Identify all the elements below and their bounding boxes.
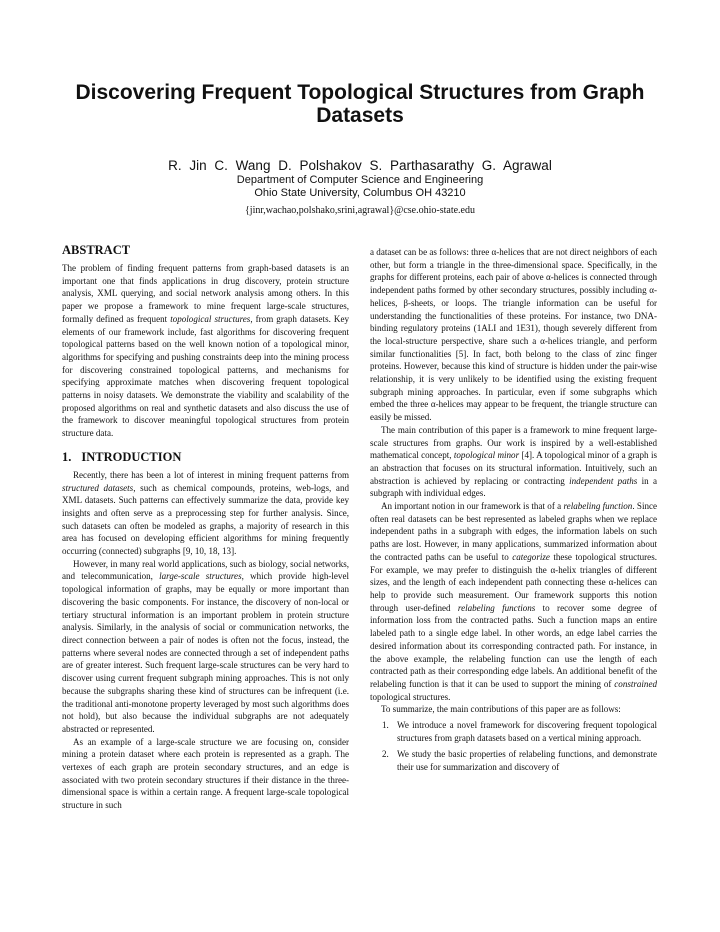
intro-paragraph-1: Recently, there has been a lot of interest in mining frequent patterns from structured datasets, such as chemical compounds, proteins, web-logs, and XML datasets. Such patterns can effectively summarize the data, provide key insights and often serve as a preprocessing step for further analysis. Since, such datasets can often be modeled as graphs, a majority of research in this area has focused on developing efficient algorithms for mining frequently occurring (connected) subgraphs [9, 10, 18, 13]. bbox=[62, 469, 349, 557]
author-list: R. Jin C. Wang D. Polshakov S. Parthasarathy G. Agrawal bbox=[168, 158, 552, 173]
right-paragraph-4: To summarize, the main contributions of this paper are as follows: bbox=[381, 704, 621, 715]
department: Department of Computer Science and Engineering bbox=[236, 174, 484, 186]
university: Ohio State University, Columbus OH 43210 bbox=[254, 187, 466, 199]
list-item: 2. We study the basic properties of relabeling functions, and demonstrate their use for summarization and discovery of bbox=[382, 749, 657, 773]
introduction-heading: 1. INTRODUCTION bbox=[62, 449, 182, 464]
list-item: 1. We introduce a novel framework for discovering frequent topological structures from graph datasets based on a vertical mining approach. bbox=[382, 720, 657, 743]
author-emails: {jinr,wachao,polshako,srini,agrawal}@cse.ohio-state.edu bbox=[244, 205, 475, 216]
right-column bbox=[370, 246, 657, 778]
intro-paragraph-2: However, in many real world applications, such as biology, social networks, and telecommunication, large-scale structures, which provide high-level topological information of graphs, may be equally or more important than discovering the basic components. For instance, the discovery of non-local or tertiary structural information is an important problem in protein structure analysis. Similarly, in the analysis of social or communication networks, the direct connection between a pair of nodes is often not the focus, instead, the patterns where several nodes are connected through a set of independent paths are of greater interest. Such frequent large-scale structures can be very hard to discover using current frequent subgraph mining approaches. This is not only because the subgraphs sharing these kind of structures can be infrequent (i.e. the traditional anti-monotone property leveraged by most such algorithms does not hold), but also because the individual subgraphs are not adequately abstracted or represented. bbox=[62, 558, 349, 734]
right-paragraph-1: a dataset can be as follows: three α-helices that are not direct neighbors of each other, but form a triangle in the three-dimensional space. Specifically, in the graphs for different proteins, each pair of above α-helices is connected through independent paths formed by other secondary structures, possibly including α-helices, β-sheets, or loops. The triangle information can be useful for understanding the functionalities of these proteins. For instance, two DNA-binding regulatory proteins (1ALI and 1E31), though severely different from the local-structure perspective, share such a α-helices triangle, and perform similar functionalities [5]. In fact, both belong to the class of zinc finger proteins. However, because this kind of structure is hidden under the pair-wise relationship, it is very unlikely to be identified using the existing frequent subgraph mining approaches. In particular, even if some subgraphs which embed the three α-helices may appear to be frequent, the triangle structure can easily be missed. bbox=[370, 247, 657, 423]
contribution-list bbox=[370, 719, 657, 774]
paper-title: Discovering Frequent Topological Structures from Graph Datasets bbox=[75, 81, 645, 127]
right-paragraph-3: An important notion in our framework is that of a relabeling function. Since often real datasets can be best represented as labeled graphs when we replace independent paths in a subgraph with edges, the information labels on such paths are lost. However, in many applications, summarized information about the contracted paths can be useful to categorize these topological structures. For example, we may prefer to distinguish the α-helix triangles of different sizes, and the length of each independent path connecting these α-helices can help to provide such measurement. Our framework supports this notion through user-defined relabeling functions to recover some degree of information loss from the contracted paths. Such a function maps an entire labeled path to a single edge label. In other words, an edge label carries the desired information about its corresponding contracted path. For instance, in the above example, the relabeling function can use the length of each contracted path as their corresponding edge labels. An additional benefit of the relabeling function is that it can be used to support the mining of constrained topological structures. bbox=[370, 501, 658, 702]
abstract-heading: ABSTRACT bbox=[62, 243, 131, 257]
intro-paragraph-3: As an example of a large-scale structure we are focusing on, consider mining a protein dataset where each protein is represented as a graph. The vertexes of each graph are protein secondary structures, and an edge is associated with two protein secondary structures if their distance in the three-dimensional space is within a certain range. A frequent large-scale topological structure in such bbox=[62, 736, 349, 811]
right-paragraph-2: The main contribution of this paper is a framework to mine frequent large-scale structures from graphs. Our work is inspired by a well-established mathematical concept, topological minor [4]. A topological minor of a graph is an abstraction that focuses on its structural information. Intuitively, such an abstraction is achieved by replacing or contracting independent paths in a subgraph with individual edges. bbox=[370, 424, 657, 499]
abstract-text: The problem of finding frequent patterns from graph-based datasets is an important one that finds applications in drug discovery, protein structure analysis, XML querying, and social network analysis among others. In this paper we propose a framework to mine frequent large-scale structures, formally defined as frequent topological structures, from graph datasets. Key elements of our framework include, fast algorithms for discovering frequent topological patterns based on the well known notion of a topological minor, algorithms for specifying and pushing constraints deep into the mining process for discovering constrained topological patterns, and mechanisms for specifying approximate matches when discovering frequent topological patterns in noisy datasets. We demonstrate the viability and scalability of the proposed algorithms on real and synthetic datasets and also discuss the use of the framework to discover meaningful topological structures from protein structure data. bbox=[62, 263, 349, 439]
left-column bbox=[62, 243, 349, 812]
